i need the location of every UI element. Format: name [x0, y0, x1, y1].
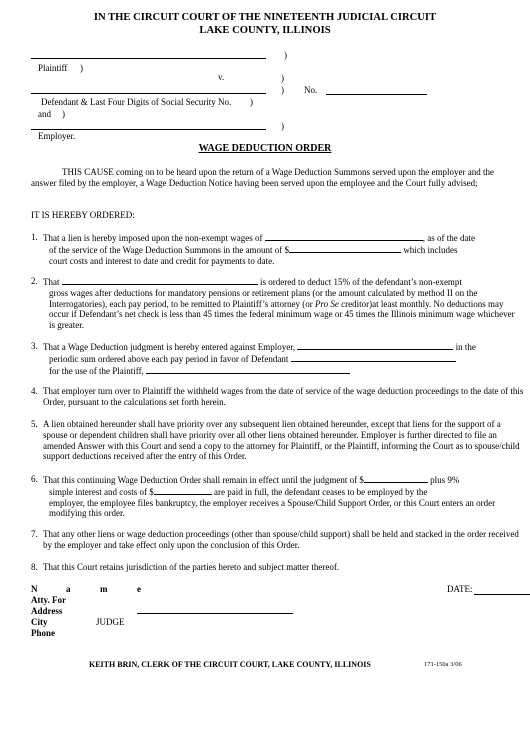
item-number: 2.: [31, 276, 38, 286]
item-6: [43, 474, 525, 519]
judgment-amount-field[interactable]: [364, 474, 428, 483]
date-field[interactable]: [474, 594, 530, 595]
name-label-a: a: [66, 584, 71, 594]
employer-name-field-2[interactable]: [62, 276, 258, 285]
item-5: A lien obtained hereunder shall have priority over any subsequent lien obtained hereunder, except that liens for the support of a spouse or dependent children shall have priority over all other liens obtained hereunder. Employer is further directed to file an amended Answer with this Court and send a copy to the attorney for Plaintiff, or the Plaintiff, informing the Court as to spouse/child support deductions received after the entry of this Order.: [43, 419, 520, 462]
item-3-text: That a Wage Deduction judgment is hereby entered against Employer,: [43, 342, 296, 352]
item-number: 3.: [31, 341, 38, 351]
form-number: 171-150a 3/06: [424, 661, 462, 668]
costs-amount-field[interactable]: [154, 486, 212, 495]
name-label-m: m: [100, 584, 108, 594]
caption-paren: ): [281, 85, 284, 95]
defendant-paren: ): [250, 97, 253, 107]
item-number: 4.: [31, 386, 38, 396]
item-number: 1.: [31, 232, 38, 242]
judge-label: JUDGE: [96, 617, 125, 627]
item-1-text: court costs and interest to date and credit for payments to date.: [49, 255, 275, 266]
item-2-text: creditor)at least monthly. No deductions may occur if Defendant’s net check is less than 45 times the federal minimum wage or 45 times the Illinois minimum wage whichever is greater.: [49, 298, 515, 331]
defendant-label: Defendant & Last Four Digits of Social Security No.: [41, 97, 232, 107]
name-label-n: N: [31, 584, 38, 594]
intro-paragraph: THIS CAUSE coming on to be heard upon the return of a Wage Deduction Summons served upon the employer and the answer filed by the employer, a Wage Deduction Notice having been served upon the employee and the Court fully advised;: [31, 167, 495, 188]
item-3-text: for the use of the Plaintiff,: [49, 365, 144, 376]
versus-label: v.: [218, 72, 225, 82]
item-3-text: periodic sum ordered above each pay period in favor of Defendant: [49, 353, 289, 364]
item-8: That this Court retains jurisdiction of the parties hereto and subject matter thereof.: [43, 562, 340, 572]
case-number-field[interactable]: [326, 94, 427, 95]
page-title: WAGE DEDUCTION ORDER: [198, 143, 332, 154]
date-label: DATE:: [447, 584, 473, 594]
clerk-footer: KEITH BRIN, CLERK OF THE CIRCUIT COURT, LAKE COUNTY, ILLINOIS: [89, 660, 371, 669]
item-1-text: of the service of the Wage Deduction Summons in the amount of $: [49, 244, 290, 255]
item-1-text: which includes: [403, 244, 458, 255]
city-label: City: [31, 617, 48, 627]
item-1-text: That a lien is hereby imposed upon the non-exempt wages of: [43, 233, 263, 243]
employer-judgment-field[interactable]: [297, 341, 453, 350]
employer-label: Employer.: [38, 131, 76, 141]
item-6-text: That this continuing Wage Deduction Order shall remain in effect until the judgment of $: [43, 475, 364, 485]
item-2-text: gross wages after deductions for mandatory pensions or retirement plans (or the amount calculated by method II on the Interrogatories), each pay period, to be remitted to Plaintiff’s attorney (or: [49, 287, 478, 309]
item-2-text: Pro Se: [315, 298, 339, 309]
defendant-name-field[interactable]: [31, 93, 266, 94]
item-6-text: are paid in full, the defendant ceases to be employed by the: [213, 486, 428, 497]
item-number: 8.: [31, 562, 38, 572]
item-2-text: is ordered to deduct 15% of the defendant’s non-exempt: [260, 277, 462, 287]
item-6-text: employer, the employee files bankruptcy, the employer receives a Spouse/Child Support Order, or this Court enters an order modifying this order.: [49, 497, 496, 519]
name-label-e: e: [137, 584, 141, 594]
plaintiff-paren: ): [80, 63, 83, 73]
item-1-text: , as of the date: [422, 233, 475, 243]
item-3: [43, 341, 521, 376]
judge-signature-line[interactable]: [137, 613, 293, 614]
caption-paren: ): [281, 121, 284, 131]
item-6-text: plus 9%: [430, 475, 460, 485]
debtor-name-field[interactable]: [265, 232, 423, 241]
court-name: IN THE CIRCUIT COURT OF THE NINETEENTH JUDICIAL CIRCUIT: [93, 12, 437, 23]
item-7: That any other liens or wage deduction proceedings (other than spouse/child support) shall be held and stacked in the order received by the employer and take effect only upon the conclusion of this Order.: [43, 529, 519, 550]
county-name: LAKE COUNTY, ILLINOIS: [199, 25, 331, 36]
item-1: [43, 232, 523, 266]
address-label: Address: [31, 606, 63, 616]
plaintiff-name-field[interactable]: [31, 58, 266, 59]
lien-amount-field[interactable]: [289, 244, 401, 253]
item-2-text: That: [43, 277, 60, 287]
employer-name-field[interactable]: [31, 129, 266, 130]
item-3-text: in the: [455, 342, 476, 352]
atty-for-label: Atty. For: [31, 595, 66, 605]
item-number: 5.: [31, 419, 38, 429]
plaintiff-name-field-2[interactable]: [146, 365, 350, 374]
case-number-label: No.: [304, 85, 318, 95]
caption-paren: ): [281, 73, 284, 83]
and-label: and: [38, 109, 51, 119]
ordered-heading: IT IS HEREBY ORDERED:: [31, 210, 135, 220]
and-paren: ): [62, 109, 65, 119]
phone-label: Phone: [31, 628, 56, 638]
item-4: That employer turn over to Plaintiff the withheld wages from the date of service of the wage deduction proceedings to the date of this Order, pursuant to the calculations set forth herein.: [43, 386, 524, 407]
plaintiff-label: Plaintiff: [38, 63, 68, 73]
item-2: [43, 276, 521, 331]
item-6-text: simple interest and costs of $: [49, 486, 154, 497]
defendant-name-field-2[interactable]: [291, 353, 456, 362]
item-number: 7.: [31, 529, 38, 539]
caption-paren: ): [284, 50, 287, 60]
item-number: 6.: [31, 474, 38, 484]
